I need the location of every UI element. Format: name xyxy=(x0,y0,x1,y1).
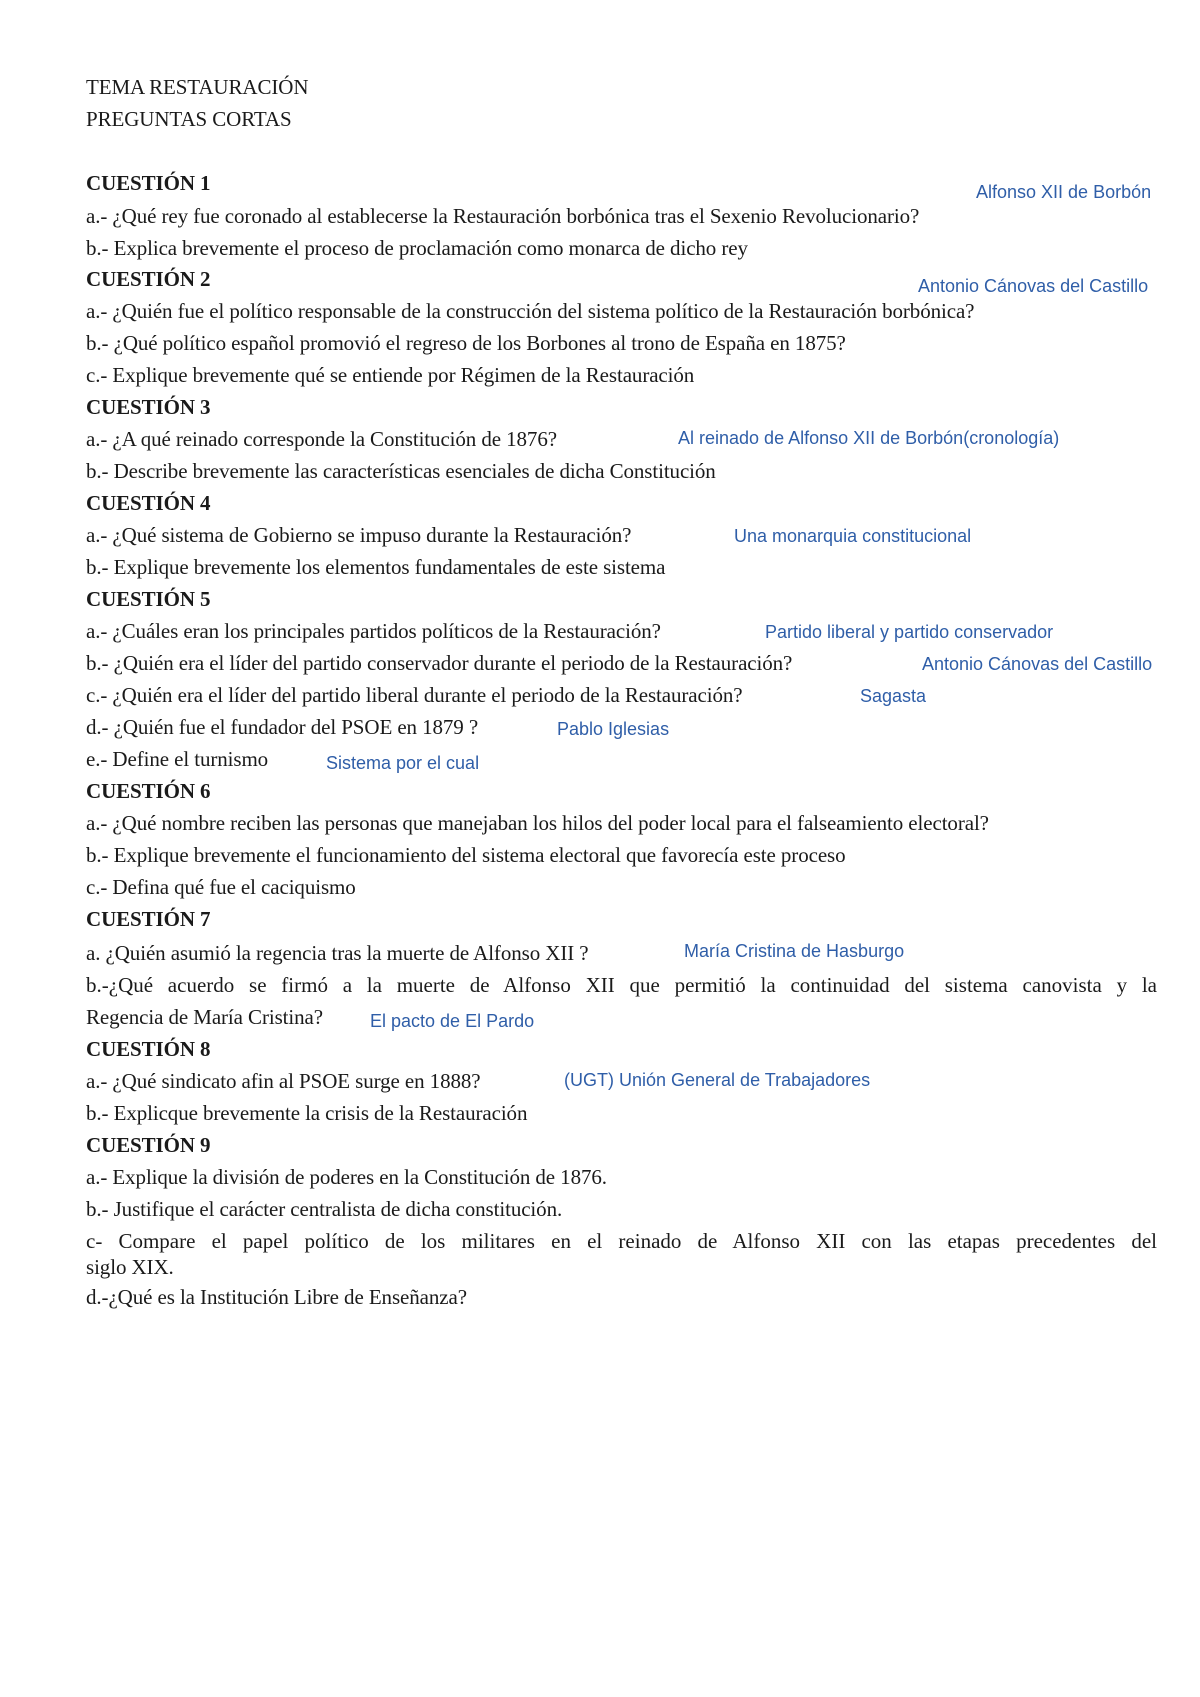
question-4a: a.- ¿Qué sistema de Gobierno se impuso durante la Restauración? xyxy=(86,523,632,547)
question-7b-answer: El pacto de El Pardo xyxy=(370,1011,535,1031)
question-9b: b.- Justifique el carácter centralista de dicha constitución. xyxy=(86,1197,563,1221)
question-4-heading: CUESTIÓN 4 xyxy=(86,491,211,515)
question-7b-line1: b.-¿Qué acuerdo se firmó a la muerte de Alfonso XII que permitió la continuidad del sistema canovista y la xyxy=(86,973,1157,997)
question-5e-answer: Sistema por el cual xyxy=(326,753,480,773)
question-6-heading: CUESTIÓN 6 xyxy=(86,779,211,803)
question-7a: a. ¿Quién asumió la regencia tras la muerte de Alfonso XII ? xyxy=(86,941,589,965)
question-9d: d.-¿Qué es la Institución Libre de Enseñanza? xyxy=(86,1285,467,1309)
question-3a-answer: Al reinado de Alfonso XII de Borbón(cronología) xyxy=(678,428,1060,448)
question-5a-answer: Partido liberal y partido conservador xyxy=(765,622,1054,642)
question-9-heading: CUESTIÓN 9 xyxy=(86,1133,211,1157)
question-5b-answer: Antonio Cánovas del Castillo xyxy=(922,654,1153,674)
question-5-heading: CUESTIÓN 5 xyxy=(86,587,211,611)
question-7-heading: CUESTIÓN 7 xyxy=(86,907,211,931)
question-9a: a.- Explique la división de poderes en la Constitución de 1876. xyxy=(86,1165,607,1189)
question-4b: b.- Explique brevemente los elementos fundamentales de este sistema xyxy=(86,555,666,579)
question-3-heading: CUESTIÓN 3 xyxy=(86,395,211,419)
question-2-heading: CUESTIÓN 2 xyxy=(86,267,211,291)
question-3b: b.- Describe brevemente las características esenciales de dicha Constitución xyxy=(86,459,716,483)
question-6c: c.- Defina qué fue el caciquismo xyxy=(86,875,356,899)
question-8-heading: CUESTIÓN 8 xyxy=(86,1037,211,1061)
question-5c: c.- ¿Quién era el líder del partido liberal durante el periodo de la Restauración? xyxy=(86,683,743,707)
question-8b: b.- Explicque brevemente la crisis de la Restauración xyxy=(86,1101,528,1125)
question-6b: b.- Explique brevemente el funcionamiento del sistema electoral que favorecía este proceso xyxy=(86,843,846,867)
question-1b: b.- Explica brevemente el proceso de proclamación como monarca de dicho rey xyxy=(86,236,748,260)
question-5e: e.- Define el turnismo xyxy=(86,747,269,771)
question-6a: a.- ¿Qué nombre reciben las personas que manejaban los hilos del poder local para el falseamiento electoral? xyxy=(86,811,989,835)
question-9c-line1: c- Compare el papel político de los militares en el reinado de Alfonso XII con las etapas precedentes del xyxy=(86,1229,1157,1253)
question-7b-line2: Regencia de María Cristina? xyxy=(86,1005,323,1029)
question-2a-answer: Antonio Cánovas del Castillo xyxy=(918,276,1149,296)
question-9c-line2: siglo XIX. xyxy=(86,1255,174,1279)
document-title: TEMA RESTAURACIÓN xyxy=(86,75,309,99)
question-7a-answer: María Cristina de Hasburgo xyxy=(684,941,905,961)
question-8a: a.- ¿Qué sindicato afin al PSOE surge en 1888? xyxy=(86,1069,481,1093)
question-3a: a.- ¿A qué reinado corresponde la Constitución de 1876? xyxy=(86,427,557,451)
question-5c-answer: Sagasta xyxy=(860,686,927,706)
question-5d-answer: Pablo Iglesias xyxy=(557,719,670,739)
question-4a-answer: Una monarquia constitucional xyxy=(734,526,972,546)
document-subtitle: PREGUNTAS CORTAS xyxy=(86,107,292,131)
question-2a: a.- ¿Quién fue el político responsable de la construcción del sistema político de la Restauración borbónica? xyxy=(86,299,975,323)
question-5d: d.- ¿Quién fue el fundador del PSOE en 1879 ? xyxy=(86,715,479,739)
question-2c: c.- Explique brevemente qué se entiende por Régimen de la Restauración xyxy=(86,363,695,387)
question-1a-answer: Alfonso XII de Borbón xyxy=(976,182,1152,202)
question-1-heading: CUESTIÓN 1 xyxy=(86,171,211,195)
question-5b: b.- ¿Quién era el líder del partido conservador durante el periodo de la Restauración? xyxy=(86,651,793,675)
question-8a-answer: (UGT) Unión General de Trabajadores xyxy=(564,1070,871,1090)
question-5a: a.- ¿Cuáles eran los principales partidos políticos de la Restauración? xyxy=(86,619,661,643)
question-1a: a.- ¿Qué rey fue coronado al establecerse la Restauración borbónica tras el Sexenio Revolucionario? xyxy=(86,204,920,228)
question-2b: b.- ¿Qué político español promovió el regreso de los Borbones al trono de España en 1875? xyxy=(86,331,846,355)
